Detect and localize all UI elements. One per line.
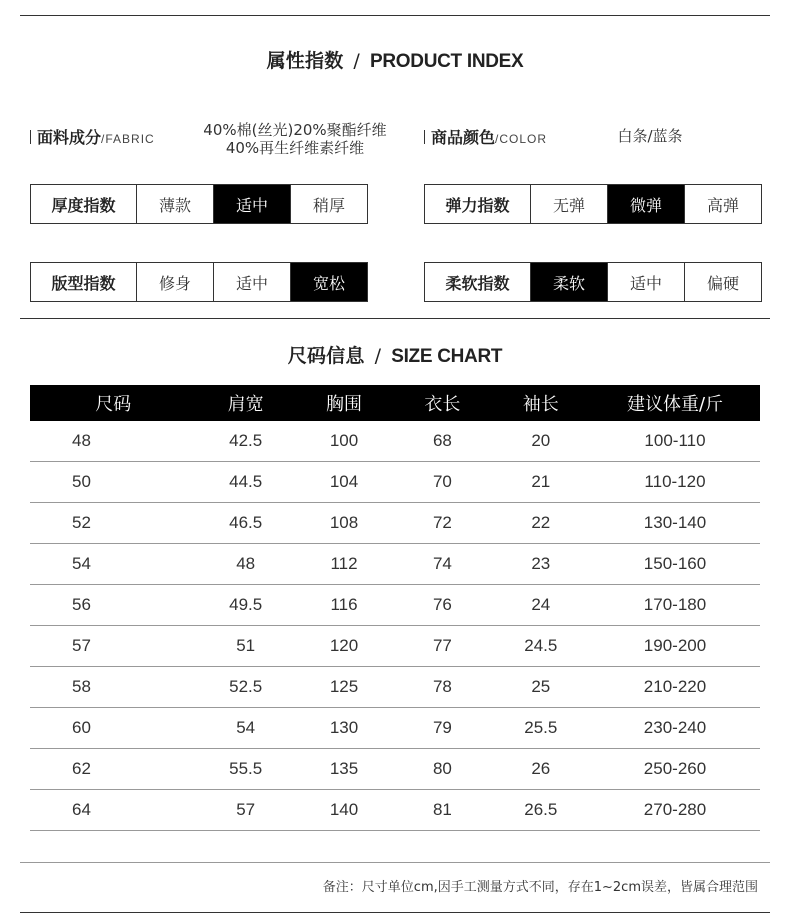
table-row	[30, 790, 760, 831]
fit-index	[30, 262, 368, 302]
table-cell: 79	[393, 708, 491, 749]
table-cell: 24.5	[492, 626, 590, 667]
table-cell: 44.5	[196, 462, 294, 503]
label-bar	[424, 130, 425, 144]
table-cell: 50	[30, 462, 196, 503]
middle-rule	[20, 318, 770, 319]
table-cell: 46.5	[196, 503, 294, 544]
table-cell: 140	[295, 790, 393, 831]
fit-option-regular: 适中	[213, 263, 290, 301]
label-bar	[30, 130, 31, 144]
title-separator: /	[353, 50, 361, 72]
table-cell: 135	[295, 749, 393, 790]
elasticity-option-none: 无弹	[530, 185, 607, 223]
table-cell: 57	[196, 790, 294, 831]
table-cell: 130-140	[590, 503, 760, 544]
fit-option-slim: 修身	[136, 263, 213, 301]
softness-option-hard: 偏硬	[684, 263, 761, 301]
table-cell: 76	[393, 585, 491, 626]
table-cell: 120	[295, 626, 393, 667]
header-sleeve: 袖长	[492, 385, 590, 421]
elasticity-option-high: 高弹	[684, 185, 761, 223]
table-cell: 58	[30, 667, 196, 708]
table-cell: 48	[30, 421, 196, 462]
thickness-option-thin: 薄款	[136, 185, 213, 223]
thickness-option-medium: 适中	[213, 185, 290, 223]
fit-option-loose: 宽松	[290, 263, 367, 301]
table-cell: 52	[30, 503, 196, 544]
table-cell: 62	[30, 749, 196, 790]
table-cell: 190-200	[590, 626, 760, 667]
table-cell: 77	[393, 626, 491, 667]
table-cell: 54	[196, 708, 294, 749]
table-cell: 125	[295, 667, 393, 708]
header-weight: 建议体重/斤	[590, 385, 760, 421]
header-length: 衣长	[393, 385, 491, 421]
size-chart-title	[0, 341, 790, 368]
table-cell: 48	[196, 544, 294, 585]
color-value: 白条/蓝条	[617, 127, 683, 145]
table-cell: 68	[393, 421, 491, 462]
fabric-value-line1: 40%棉(丝光)20%聚酯纤维	[203, 121, 387, 139]
color-label-cn: 商品颜色	[431, 128, 496, 147]
table-cell: 21	[492, 462, 590, 503]
table-cell: 110-120	[590, 462, 760, 503]
table-cell: 100-110	[590, 421, 760, 462]
table-cell: 100	[295, 421, 393, 462]
product-index-title-en: PRODUCT INDEX	[370, 51, 524, 72]
table-cell: 116	[295, 585, 393, 626]
measurement-note: 备注：尺寸单位cm,因手工测量方式不同，存在1~2cm误差，皆属合理范围	[322, 880, 758, 895]
fabric-label	[30, 125, 155, 148]
table-row	[30, 667, 760, 708]
table-cell: 60	[30, 708, 196, 749]
table-cell: 26	[492, 749, 590, 790]
note-top-rule	[20, 862, 770, 863]
table-cell: 130	[295, 708, 393, 749]
color-label	[424, 125, 547, 148]
table-row	[30, 749, 760, 790]
table-row	[30, 544, 760, 585]
product-index-title	[0, 46, 790, 73]
table-cell: 25.5	[492, 708, 590, 749]
table-row	[30, 462, 760, 503]
size-chart-table	[30, 385, 760, 831]
table-cell: 20	[492, 421, 590, 462]
elasticity-index-label: 弹力指数	[445, 195, 510, 215]
thickness-index	[30, 184, 368, 224]
table-row	[30, 585, 760, 626]
fabric-label-en: /FABRIC	[101, 132, 155, 146]
table-cell: 64	[30, 790, 196, 831]
table-cell: 42.5	[196, 421, 294, 462]
table-cell: 54	[30, 544, 196, 585]
header-shoulder: 肩宽	[196, 385, 294, 421]
softness-option-soft: 柔软	[530, 263, 607, 301]
table-cell: 108	[295, 503, 393, 544]
table-cell: 55.5	[196, 749, 294, 790]
table-cell: 210-220	[590, 667, 760, 708]
product-index-title-cn: 属性指数	[266, 50, 344, 72]
table-cell: 81	[393, 790, 491, 831]
top-rule	[20, 15, 770, 16]
size-chart-title-cn: 尺码信息	[287, 345, 365, 367]
table-cell: 72	[393, 503, 491, 544]
table-cell: 170-180	[590, 585, 760, 626]
thickness-index-label: 厚度指数	[51, 195, 116, 215]
size-chart-title-en: SIZE CHART	[391, 346, 503, 367]
table-cell: 57	[30, 626, 196, 667]
table-row	[30, 708, 760, 749]
table-cell: 22	[492, 503, 590, 544]
softness-index-label: 柔软指数	[445, 273, 510, 293]
table-cell: 52.5	[196, 667, 294, 708]
table-cell: 70	[393, 462, 491, 503]
table-cell: 270-280	[590, 790, 760, 831]
table-cell: 78	[393, 667, 491, 708]
title-separator: /	[374, 345, 382, 367]
thickness-option-thick: 稍厚	[290, 185, 367, 223]
table-row	[30, 421, 760, 462]
elasticity-option-slight: 微弹	[607, 185, 684, 223]
elasticity-index	[424, 184, 762, 224]
table-row	[30, 626, 760, 667]
fabric-value-line2: 40%再生纤维素纤维	[225, 139, 365, 157]
fabric-value	[190, 121, 400, 157]
fit-index-label: 版型指数	[51, 273, 116, 293]
fabric-label-cn: 面料成分	[37, 128, 102, 147]
softness-option-medium: 适中	[607, 263, 684, 301]
softness-index	[424, 262, 762, 302]
color-label-en: /COLOR	[495, 132, 548, 146]
table-cell: 24	[492, 585, 590, 626]
bottom-rule	[20, 912, 770, 913]
header-size: 尺码	[30, 385, 196, 421]
table-cell: 25	[492, 667, 590, 708]
table-cell: 26.5	[492, 790, 590, 831]
table-cell: 250-260	[590, 749, 760, 790]
table-cell: 74	[393, 544, 491, 585]
header-chest: 胸围	[295, 385, 393, 421]
size-chart-header-row	[30, 385, 760, 421]
table-cell: 23	[492, 544, 590, 585]
table-cell: 112	[295, 544, 393, 585]
table-row	[30, 503, 760, 544]
table-cell: 150-160	[590, 544, 760, 585]
table-cell: 49.5	[196, 585, 294, 626]
table-cell: 104	[295, 462, 393, 503]
table-cell: 80	[393, 749, 491, 790]
table-cell: 56	[30, 585, 196, 626]
table-cell: 51	[196, 626, 294, 667]
table-cell: 230-240	[590, 708, 760, 749]
